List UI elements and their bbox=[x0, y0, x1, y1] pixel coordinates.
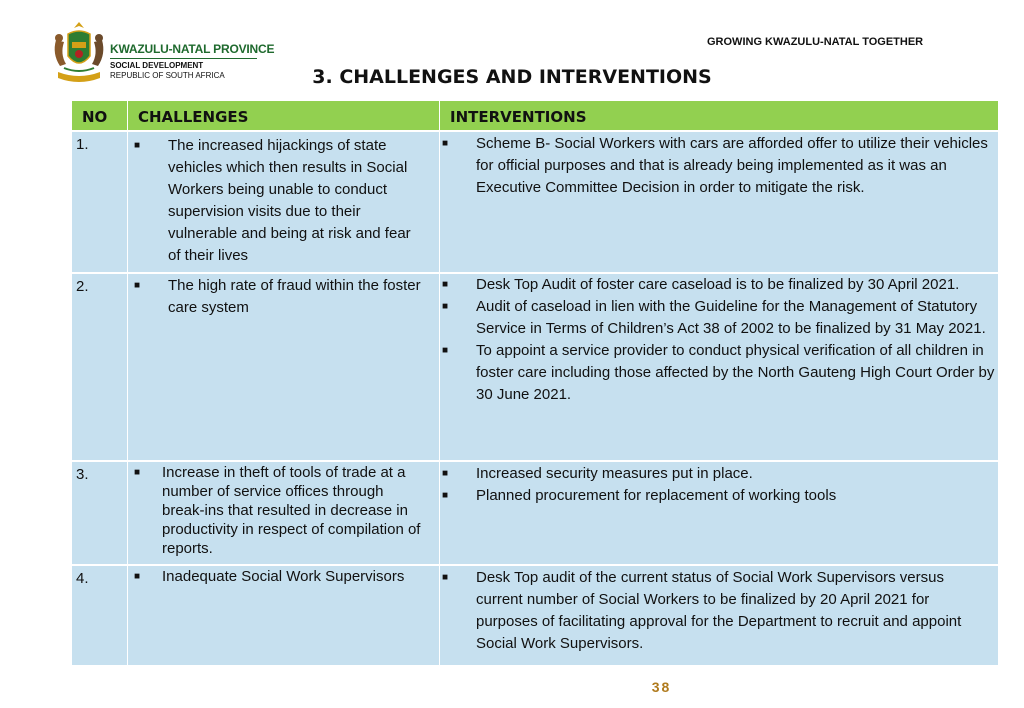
list-item: ■ Inadequate Social Work Supervisors bbox=[134, 568, 405, 585]
bullet-icon: ■ bbox=[134, 467, 141, 478]
table-row-1-no: 1. bbox=[72, 132, 127, 272]
table-row-2-no: 2. bbox=[72, 274, 127, 460]
bullet-icon: ■ bbox=[442, 301, 449, 312]
page-title: 3. CHALLENGES AND INTERVENTIONS bbox=[312, 66, 712, 88]
logo-country: REPUBLIC OF SOUTH AFRICA bbox=[110, 71, 225, 80]
table-row-3-interventions bbox=[440, 462, 998, 564]
bullet-icon: ■ bbox=[442, 279, 449, 290]
logo-divider bbox=[110, 58, 257, 59]
logo-department: SOCIAL DEVELOPMENT bbox=[110, 61, 204, 70]
table-row-2-interventions bbox=[440, 274, 998, 460]
bullet-icon: ■ bbox=[134, 280, 141, 291]
bullet-icon: ■ bbox=[442, 138, 449, 149]
bullet-icon: ■ bbox=[134, 140, 141, 151]
slogan: GROWING KWAZULU-NATAL TOGETHER bbox=[707, 36, 924, 48]
column-header-challenges: CHALLENGES bbox=[128, 101, 439, 130]
table-row-3-challenges bbox=[128, 462, 439, 564]
table-row-2-challenges bbox=[128, 274, 439, 460]
list-item: ■ The increased hijackings of state vehicles which then results in Social Workers being unable to conduct supervision visits due to their vulnerable and being at risk and fear of their lives bbox=[134, 137, 411, 264]
column-header-interventions: INTERVENTIONS bbox=[440, 101, 998, 130]
table-row-4-interventions bbox=[440, 566, 998, 665]
bullet-icon: ■ bbox=[442, 572, 449, 583]
list-item: ■ To appoint a service provider to conduct physical verification of all children in foster care including those affected by the North Gauteng High Court Order by 30 June 2021. bbox=[442, 342, 995, 403]
page-number: 38 bbox=[651, 679, 672, 695]
list-item: ■ Scheme B- Social Workers with cars are afforded offer to utilize their vehicles for official purposes and that is already being implemented as it was an Executive Committee Decision in order to mitigate the risk. bbox=[442, 135, 988, 196]
bullet-icon: ■ bbox=[134, 571, 141, 582]
table-row-1-interventions bbox=[440, 132, 998, 272]
table-row-3-no: 3. bbox=[72, 462, 127, 564]
list-item: ■ Planned procurement for replacement of working tools bbox=[442, 485, 994, 507]
bullet-icon: ■ bbox=[442, 345, 449, 356]
logo-province-name: KWAZULU-NATAL PROVINCE bbox=[110, 42, 275, 56]
table-row-4-no: 4. bbox=[72, 566, 127, 665]
list-item: ■ Increase in theft of tools of trade at a number of service offices through break-ins that resulted in decrease in productivity in respect of compilation of reports. bbox=[134, 464, 421, 557]
list-item: ■ Desk Top Audit of foster care caseload is to be finalized by 30 April 2021. bbox=[442, 274, 998, 296]
list-item: ■ Increased security measures put in place. bbox=[442, 463, 994, 485]
bullet-icon: ■ bbox=[442, 468, 449, 479]
bullet-icon: ■ bbox=[442, 490, 449, 501]
list-item: ■ Audit of caseload in lien with the Guideline for the Management of Statutory Service in Terms of Children’s Act 38 of 2002 to be finalized by 31 May 2021. bbox=[442, 298, 986, 337]
table-row-4-challenges bbox=[128, 566, 439, 665]
list-item: ■ Desk Top audit of the current status of Social Work Supervisors versus current number of Social Workers to be finalized by 20 April 2021 for purposes of facilitating approval for the Department to recruit and appoint Social Work Supervisors. bbox=[442, 569, 962, 652]
column-header-no: NO bbox=[72, 101, 127, 130]
list-item: ■ The high rate of fraud within the foster care system bbox=[134, 277, 421, 316]
table-row-1-challenges bbox=[128, 132, 439, 272]
